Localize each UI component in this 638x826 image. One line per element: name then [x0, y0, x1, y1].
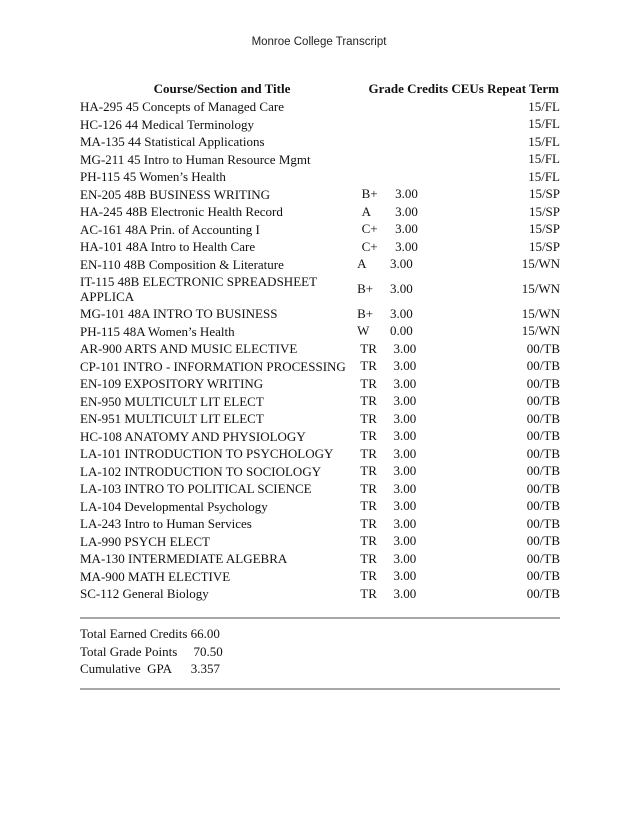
grade-cell: TR [360, 375, 377, 391]
table-body [80, 98, 560, 603]
term-cell: 00/TB [526, 445, 560, 461]
course-title-cell: LA-101 INTRODUCTION TO PSYCHOLOGY [80, 446, 334, 462]
grade-cell: TR [360, 498, 377, 514]
credits-cell: 3.00 [393, 410, 417, 426]
total-earned-credits: Total Earned Credits 66.00 [80, 626, 220, 641]
credits-cell: 3.00 [393, 375, 417, 391]
grade-cell: TR [360, 568, 377, 584]
column-header-term: Term [529, 81, 559, 96]
course-title-cell: HA-245 48B Electronic Health Record [80, 204, 283, 220]
grade-cell: TR [360, 533, 377, 549]
term-cell: 15/WN [521, 256, 560, 272]
divider [80, 688, 560, 690]
table-row [80, 238, 560, 256]
credits-cell: 3.00 [390, 305, 413, 321]
term-cell: 15/FL [528, 133, 560, 149]
course-title-cell: AR-900 ARTS AND MUSIC ELECTIVE [80, 341, 298, 357]
grade-cell: TR [360, 340, 377, 356]
column-header-grade: Grade [368, 81, 404, 96]
table-row [80, 116, 560, 134]
term-cell: 15/SP [528, 203, 561, 219]
divider [80, 617, 560, 619]
grade-cell: TR [360, 428, 377, 444]
grade-cell: B+ [361, 186, 378, 202]
column-header-ceus: CEUs [451, 81, 484, 96]
course-title-cell: IT-115 48B ELECTRONIC SPREADSHEET APPLICA [80, 274, 317, 304]
credits-cell: 3.00 [393, 428, 417, 444]
table-row [80, 221, 560, 239]
column-header-credits: Credits [407, 81, 449, 96]
table-row [80, 393, 560, 411]
term-cell: 15/FL [528, 151, 560, 167]
course-title-cell: MG-101 48A INTRO TO BUSINESS [80, 306, 278, 322]
table-row [80, 358, 560, 376]
grade-cell: TR [360, 550, 377, 566]
grade-cell: TR [360, 585, 377, 601]
grade-cell: TR [360, 410, 377, 426]
course-title-cell: MG-211 45 Intro to Human Resource Mgmt [80, 151, 311, 167]
table-row [80, 568, 560, 586]
grade-cell: C+ [361, 221, 378, 237]
grade-cell: B+ [357, 281, 374, 296]
course-title-cell: HA-101 48A Intro to Health Care [80, 239, 256, 255]
table-row [80, 550, 560, 568]
term-cell: 15/WN [521, 323, 560, 339]
term-cell: 00/TB [526, 463, 560, 479]
term-cell: 00/TB [526, 428, 560, 444]
course-title-cell: EN-950 MULTICULT LIT ELECT [80, 393, 264, 409]
course-title-cell: EN-110 48B Composition & Literature [80, 256, 284, 272]
term-cell: 00/TB [526, 568, 560, 584]
term-cell: 00/TB [526, 393, 560, 409]
course-title-cell: MA-900 MATH ELECTIVE [80, 568, 231, 584]
credits-cell: 3.00 [393, 498, 417, 514]
term-cell: 15/WN [521, 305, 560, 321]
course-title-cell: EN-951 MULTICULT LIT ELECT [80, 411, 264, 427]
term-cell: 00/TB [526, 410, 560, 426]
term-cell: 00/TB [526, 585, 560, 601]
table-row [80, 186, 560, 204]
credits-cell: 0.00 [390, 323, 413, 339]
term-cell: 00/TB [526, 533, 560, 549]
grade-cell: B+ [357, 305, 374, 321]
table-row [80, 428, 560, 446]
credits-cell: 3.00 [393, 445, 417, 461]
grade-cell: TR [360, 445, 377, 461]
course-title-cell: LA-103 INTRO TO POLITICAL SCIENCE [80, 481, 312, 497]
course-title-cell: EN-205 48B BUSINESS WRITING [80, 186, 271, 202]
course-title-cell: CP-101 INTRO - INFORMATION PROCESSING [80, 358, 346, 374]
course-title-cell: EN-109 EXPOSITORY WRITING [80, 376, 264, 392]
table-row [80, 375, 560, 393]
table-row [80, 533, 560, 551]
table-row [80, 168, 560, 186]
table-row [80, 340, 560, 358]
term-cell: 00/TB [526, 375, 560, 391]
table-row [80, 256, 560, 274]
credits-cell: 3.00 [393, 393, 417, 409]
course-title-cell: LA-243 Intro to Human Services [80, 516, 252, 532]
course-title-cell: HC-108 ANATOMY AND PHYSIOLOGY [80, 428, 306, 444]
term-cell: 15/SP [528, 186, 561, 202]
grade-cell: A [357, 256, 367, 272]
term-cell: 00/TB [526, 515, 560, 531]
credits-cell: 3.00 [395, 238, 418, 254]
term-cell: 00/TB [526, 480, 560, 496]
term-cell: 15/SP [528, 221, 561, 237]
course-title-cell: PH-115 45 Women’s Health [80, 169, 226, 185]
table-row [80, 498, 560, 516]
column-headers-right [364, 80, 560, 98]
term-cell: 15/SP [528, 238, 561, 254]
credits-cell: 3.00 [393, 340, 417, 356]
column-header-course: Course/Section and Title [153, 81, 291, 96]
term-cell: 00/TB [526, 550, 560, 566]
credits-cell: 3.00 [395, 186, 418, 202]
table-row [80, 133, 560, 151]
credits-cell: 3.00 [393, 550, 417, 566]
table-row [80, 323, 560, 341]
term-cell: 00/TB [526, 498, 560, 514]
course-title-cell: AC-161 48A Prin. of Accounting I [80, 221, 260, 237]
table-row [80, 98, 560, 116]
page-title: Monroe College Transcript [251, 36, 387, 48]
credits-cell: 3.00 [395, 203, 418, 219]
table-row [80, 203, 560, 221]
course-title-cell: SC-112 General Biology [80, 586, 209, 602]
grade-cell: TR [360, 463, 377, 479]
grade-cell: A [361, 203, 371, 219]
term-cell: 00/TB [526, 340, 560, 356]
credits-cell: 3.00 [393, 480, 417, 496]
credits-cell: 3.00 [393, 358, 417, 374]
table-header [80, 80, 560, 98]
term-cell: 00/TB [526, 358, 560, 374]
credits-cell: 3.00 [393, 585, 417, 601]
totals-section [80, 625, 223, 678]
table-row [80, 515, 560, 533]
grade-cell: C+ [361, 238, 378, 254]
transcript-table [80, 80, 560, 603]
credits-cell: 3.00 [393, 533, 417, 549]
course-title-cell: LA-104 Developmental Psychology [80, 498, 268, 514]
term-cell: 15/FL [528, 168, 560, 184]
credits-cell: 3.00 [390, 281, 413, 296]
column-header-repeat: Repeat [487, 81, 527, 96]
term-cell: 15/WN [521, 281, 560, 296]
table-row [80, 305, 560, 323]
credits-cell: 3.00 [393, 568, 417, 584]
grade-cell: TR [360, 480, 377, 496]
table-row [80, 445, 560, 463]
grade-cell: TR [360, 515, 377, 531]
term-cell: 15/FL [528, 116, 560, 132]
credits-cell: 3.00 [390, 256, 413, 272]
course-title-cell: MA-130 INTERMEDIATE ALGEBRA [80, 551, 288, 567]
table-row [80, 151, 560, 169]
table-row [80, 463, 560, 481]
grade-cell: TR [360, 393, 377, 409]
course-title-cell: LA-102 INTRODUCTION TO SOCIOLOGY [80, 463, 322, 479]
course-title-cell: HA-295 45 Concepts of Managed Care [80, 99, 284, 115]
course-title-cell: PH-115 48A Women’s Health [80, 323, 235, 339]
credits-cell: 3.00 [393, 515, 417, 531]
table-row [80, 273, 560, 305]
term-cell: 15/FL [528, 98, 560, 114]
course-title-cell: MA-135 44 Statistical Applications [80, 134, 265, 150]
table-row [80, 480, 560, 498]
table-row [80, 585, 560, 603]
total-grade-points: Total Grade Points 70.50 [80, 643, 223, 659]
credits-cell: 3.00 [395, 221, 418, 237]
grade-cell: W [357, 323, 370, 339]
cumulative-gpa: Cumulative GPA 3.357 [80, 661, 221, 676]
table-row [80, 410, 560, 428]
grade-cell: TR [360, 358, 377, 374]
course-title-cell: HC-126 44 Medical Terminology [80, 116, 254, 132]
credits-cell: 3.00 [393, 463, 417, 479]
course-title-cell: LA-990 PSYCH ELECT [80, 533, 210, 549]
